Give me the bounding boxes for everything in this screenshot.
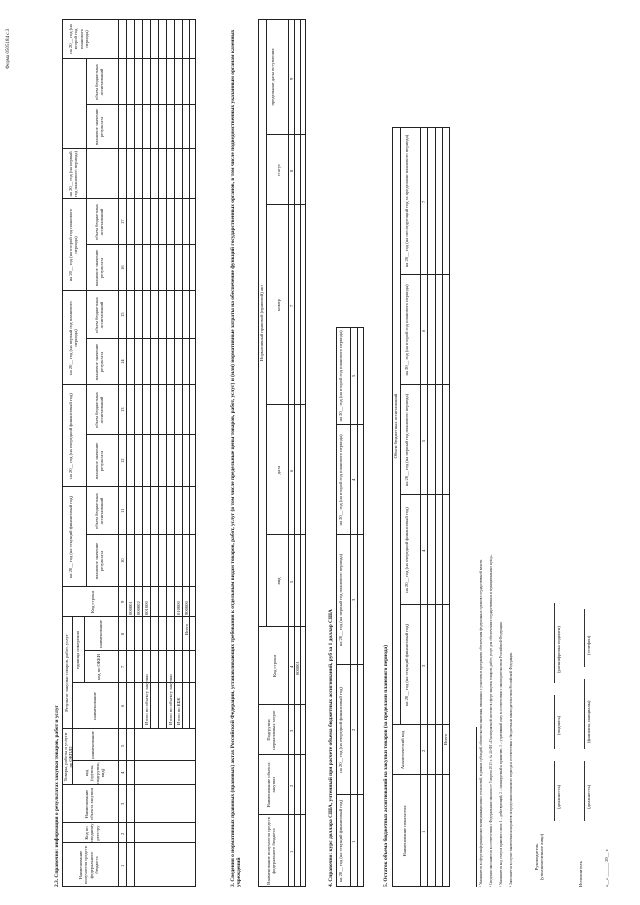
section23-title: 2.3. Справочно: информация о результатах закупки товаров, работ и услуг [54,705,60,887]
form-code: Форма 0505184 с.3 [6,28,11,69]
s4-p5: на 20__ год (на второй год планового периода) [338,330,343,422]
row-code-b: 000002 [136,601,141,615]
row-code-e: 900000 [184,601,189,615]
s5-p3: на 20__ год (на первый год планового периода) [404,393,409,487]
h23-period-1: на 20__ год (на текущий финансовый год) [68,495,73,579]
h23-object: Наименование объекта закупки [84,788,95,820]
s5-p1: на 20__ год (на текущий финансовый год) [404,623,409,707]
footnote-2: ² Сведения заполняются в соответствии с Федеральным законом от 5 апреля 2013 г. № 44-ФЗ «О контрактной системе в сфере закупок товаров, работ, услуг для обеспечения государственных и муниципальных нужд». [489,554,493,887]
row-code-d: 010000 [176,601,181,615]
row-total-object-2: Итого по объекту закупки [168,674,173,725]
s4-p4: на 20__ год (на второй год планового периода) [338,434,343,526]
rotated-form: Форма 0505184 с.3 2.3. Справочно: информация о результатах закупки товаров, работ и услуг Наименование получателя средств федерального бюджета Код по сводному реестру Наименование объекта закупки Товары, работы и услуги по ОКПД2 код (группа, подгруппа, вид) наименование Результат закупки товаров, работ, услуг наименование единица измерения код по ОКЕИ наименование Код строки на 20__ год (на текущий финансовый год) на 20__ год (на очередной финансовый год) на 20__ год (на первый год планового периода) на 20__ год (на второй год планового периода) плановое значение результата объем бюджетных ассигнований плановое значение результата объем бюджетных ассигнований плановое значение результата объем бюджетных ассигнований плановое значение результата объем бюджетных ассигнований на 20__ год (на первый год планового периода) плановое значение результата объем бюджетных ассигнований на 20__ год (на второй год планового периода) 1 2 3 4 5 6 7 8 9 10 11 12 13 14 15 16 17 000001 000002 Итого по объекту закупки 001000 Итого по объекту закупки Итого по КБК 010000 Всего 900000 3. Сведения о нормативных правовых (правовых) актах Российской Федерации, устанавливающих требования к отдельным видам товаров, работ, услуг (в том числе предельные цены товаров, работ, услуг) и (или) нормативные затраты на обеспечение функций государственных органов, в том числе подведомственных указанным органам казенных учреждений Наименование получателя средств федерального бюджета Наименование объекта закупки Подгруппа нормативных затрат Код строки Нормативный правовой (правовой) акт вид дата номер статус предельные даты вступления 1 2 3 4 5 6 7 8 9 000001 4. Справочно: курс доллара США, учтенный при расчете объема бюджетных ассигнований, руб за 1 доллар США на 20__ год (на текущий финансовый год) на 20__ год (на очередной финансовый год) на 20__ год (на первый год планового периода) на 20__ год (на второй год планового периода) на 20__ год (на второй год планового периода) 1 2 3 4 5 5. Остаток объема бюджетных ассигнований на закупки товаров (за пределами планового периода) Наименование показателя Аналитический код Объем бюджетных ассигнований на 20__ год (на текущий финансовый год) на 20__ год (на очередной финансовый год) на 20__ год (на первый год планового периода) на 20__ год (на второй год планового периода) на 20__ год (на последующий год за пределами планового периода) 1 2 3 4 5 6 7 Всего ¹ Указывается в сфере информационно-коммуникационных технологий, в рамках субсидий, обязательства заказчика, связанных с участием в программах обеспечения федеральных органов государственной власти. ² Сведения заполняются в соответствии с Федеральным законом от 5 апреля 2013 г. № 44-ФЗ «О контрактной системе в сфере закупок товаров, работ, услуг для обеспечения государственных и муниципальных нужд». ³ Указывается код статуса правового акта: 1 – действующий, 2 – планируемый к принятию, 3 – утративший силу в соответствии с законодательством Российской Федерации. ⁴ Заполняется в случае заключения контрактов за пределами планового периода в соответствии с бюджетным законодательством Российской Федерации. Руководитель (уполномоченное лицо) (должность) (подпись) (расшифровка подписи) Исполнитель (должность) (фамилия, инициалы) (телефон) «__» ______ 20__ г. [0,0,640,905]
sign-date: «__» ______ 20__ г. [604,848,609,887]
row-code-c: 001000 [144,601,149,615]
h23-result-name: наименование [92,692,97,720]
h3-date: дата [276,465,281,475]
h23-vol-1: объем бюджетных ассигнований [94,493,105,529]
h23-period-2: на 20__ год (на очередной финансовый год) [68,393,73,479]
h23-vol-4: объем бюджетных ассигнований [94,204,105,240]
h23-code-register: Код по сводному реестру [84,823,100,842]
section5-title: 5. Остаток объема бюджетных ассигнований на закупки товаров (за пределами планового периода) [383,644,389,887]
h23-vol-2: объем бюджетных ассигнований [94,392,105,428]
h3-expiry: предельные даты вступления [270,48,275,106]
h23-period-3: на 20__ год (на первый год планового периода) [68,301,79,375]
h3-kind: вид [276,577,281,585]
h23-period-5a: на 20__ год (на первый год планового периода) [68,151,79,197]
section23-colnums-bottom [126,19,127,887]
h23-okei: код по ОКЕИ [96,653,101,681]
section3-title: 3. Сведения о нормативных правовых (правовых) актах Российской Федерации, устанавливающих требования к отдельным видам товаров, работ, услуг (в том числе предельные цены товаров, работ, услуг) и (или) нормативные затраты на обеспечение функций государственных органов, в том числе подведомственных указанным органам казенных учреждений [230,29,243,887]
sign-fio: (фамилия, инициалы) [586,700,591,743]
h23-result-group: Результат закупки товаров, работ, услуг [64,634,69,712]
h23-line-code: Код строки [90,591,95,613]
row-code-a: 000001 [128,601,133,615]
footnote-1: ¹ Указывается в сфере информационно-коммуникационных технологий, в рамках субсидий, обязательства заказчика, связанных с участием в программах обеспечения федеральных органов государственной власти. [479,559,483,887]
h23-vol-5: объем бюджетных ассигнований [94,64,105,100]
sign-executor: Исполнитель [578,861,583,887]
row-total-kbk: Итого по КБК [176,697,181,725]
h3-object: Наименование объекта закупки [266,762,277,808]
s5-p2: на 20__ год (на очередной финансовый год) [404,507,409,593]
h23-period-4: на 20__ год (на второй год планового периода) [68,208,79,282]
h23-qty-2: плановое значение результата [94,442,105,480]
section23-table [62,19,196,887]
section4-title: 4. Справочно: курс доллара США, учтенный при расчете объема бюджетных ассигнований, руб за 1 доллар США [328,609,334,887]
h23-unit: единица измерения [75,631,80,669]
s5-total: Всего [443,733,448,745]
sign-decode: (расшифровка подписи) [556,626,561,673]
s5-name: Наименование показателя [402,805,407,857]
h23-qty-4: плановое значение результата [94,249,105,287]
s4-p1: на 20__ год (на текущий финансовый год) [338,799,343,883]
h3-line: Код строки [272,655,277,677]
footnote-3: ³ Указывается код статуса правового акта: 1 – действующий, 2 – планируемый к принятию, 3 – утративший силу в соответствии с законодательством Российской Федерации. [499,621,503,887]
footnote-4: ⁴ Заполняется в случае заключения контрактов за пределами планового периода в соответствии с бюджетным законодательством Российской Федерации. [509,651,513,887]
h3-number: номер [276,299,281,311]
sign-role: (должность) [556,784,561,809]
s5-code: Аналитический код [400,730,405,770]
sign-head: Руководитель (уполномоченное лицо) [534,833,545,881]
row-total-object: Итого по объекту закупки [144,674,149,725]
h23-qty-3: плановое значение результата [94,343,105,381]
h23-vol-3: объем бюджетных ассигнований [94,297,105,333]
sign-phone: (телефон) [586,635,591,655]
row-all: Всего [184,623,189,635]
h3-act: Нормативный правовой (правовой) акт [259,284,264,362]
h23-goods-name: наименование [90,731,95,759]
h3-norm: Подгруппа нормативных затрат [266,710,277,750]
h23-goods-group: Товары, работы и услуги по ОКПД2 [63,732,74,782]
h23-goods-code: код (группа, подгруппа, вид) [84,762,105,784]
s4-p3: на 20__ год (на первый год планового периода) [338,553,343,647]
s3-row-code: 000001 [295,661,300,675]
h23-period-6: на 20__ год (на второй год планового периода) [68,24,89,54]
s4-p2: на 20__ год (на очередной финансовый год) [338,687,343,773]
h23-qty-5: плановое значение результата [94,108,105,146]
h23-unit-name: наименование [98,620,103,648]
sign-sign: (подпись) [556,715,561,735]
h3-status: статус [276,163,281,177]
s5-volume: Объем бюджетных ассигнований [393,393,398,459]
s5-p4: на 20__ год (на второй год планового периода) [404,284,409,376]
sign-role-2: (должность) [586,784,591,809]
h3-recipient: Наименование получателя средств федерального бюджета [266,817,277,885]
h23-recipient: Наименование получателя средств федерального бюджета [78,846,99,884]
h23-qty-1: плановое значение результата [94,542,105,580]
section23-header-bottom [118,19,119,887]
s5-p5: на 20__ год (на последующий год за пределами планового периода) [404,134,409,268]
